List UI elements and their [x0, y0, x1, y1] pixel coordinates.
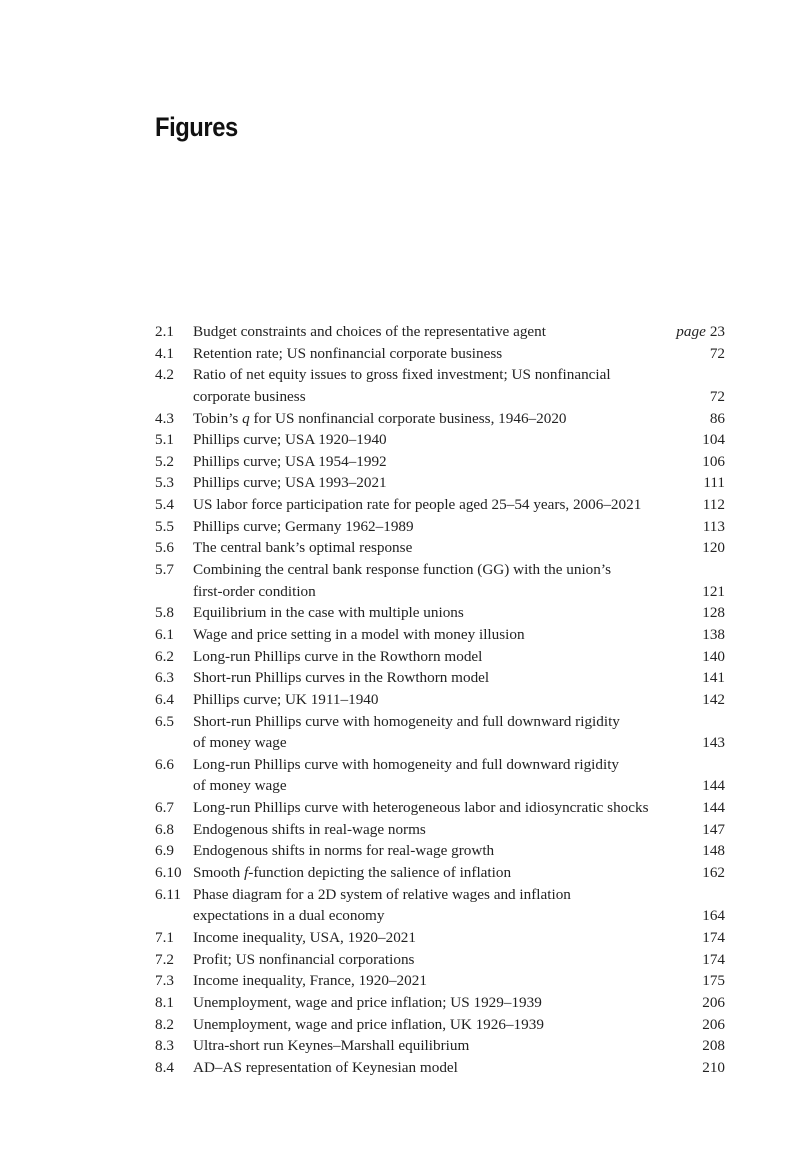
- figure-entry-line: [155, 1035, 725, 1057]
- figure-entry-line: [155, 343, 725, 365]
- figure-entry: [155, 451, 725, 473]
- figure-title: Long-run Phillips curve with heterogeneous labor and idiosyncratic shocks: [193, 799, 649, 817]
- page-value: 141: [702, 669, 725, 687]
- figure-entry: [155, 949, 725, 971]
- page-value: 138: [702, 625, 725, 643]
- figure-entry: [155, 602, 725, 624]
- page-value: 113: [702, 517, 725, 535]
- figure-entry: [155, 884, 725, 927]
- figure-entry: [155, 1035, 725, 1057]
- figure-page-number: [676, 321, 725, 343]
- figure-page-number: [702, 1057, 725, 1079]
- figure-title: Ratio of net equity issues to gross fixed investment; US nonfinancial: [193, 366, 611, 384]
- figure-number: 6.5: [155, 712, 174, 730]
- figure-page-number: [702, 862, 725, 884]
- figure-number: 7.2: [155, 950, 174, 968]
- figure-entry-line: [155, 819, 725, 841]
- page-value: 142: [702, 690, 725, 708]
- figure-page-number: [703, 472, 725, 494]
- figure-entry: [155, 754, 725, 797]
- figure-entry-line: [155, 711, 725, 733]
- page-value: 128: [702, 604, 725, 622]
- figure-entry-line: [155, 797, 725, 819]
- figure-number: 5.6: [155, 539, 174, 557]
- figure-number: 6.4: [155, 690, 174, 708]
- page-value: 111: [703, 474, 725, 492]
- figure-title: first-order condition: [193, 582, 316, 600]
- page-value: 174: [702, 950, 725, 968]
- page-value: 164: [702, 907, 725, 925]
- figure-entry-line: [155, 602, 725, 624]
- figure-entry-line: [155, 732, 725, 754]
- figure-entry: [155, 343, 725, 365]
- figure-entry-line: [155, 559, 725, 581]
- figure-entry-line: [155, 516, 725, 538]
- figure-title: Combining the central bank response function (GG) with the union’s: [193, 561, 611, 579]
- figure-entry-line: [155, 667, 725, 689]
- page-value: 120: [702, 539, 725, 557]
- figure-title: Equilibrium in the case with multiple unions: [193, 604, 464, 622]
- figure-entry-line: [155, 386, 725, 408]
- page-value: 148: [702, 842, 725, 860]
- figure-entry-line: [155, 321, 725, 343]
- figure-title: Endogenous shifts in real-wage norms: [193, 820, 426, 838]
- page-value: 104: [702, 431, 725, 449]
- figure-page-number: [702, 1035, 725, 1057]
- figure-title: Phillips curve; USA 1920–1940: [193, 431, 387, 449]
- figure-number: 2.1: [155, 323, 174, 340]
- figure-title: corporate business: [193, 387, 306, 405]
- figure-number: 6.1: [155, 625, 174, 643]
- figure-title: Unemployment, wage and price inflation; US 1929–1939: [193, 993, 542, 1011]
- figure-number: 7.3: [155, 972, 174, 990]
- figure-entry-line: [155, 992, 725, 1014]
- figure-entry: [155, 321, 725, 343]
- figure-entry: [155, 472, 725, 494]
- figure-number: 5.7: [155, 561, 174, 579]
- figure-entry-line: [155, 754, 725, 776]
- figure-number: 5.3: [155, 474, 174, 492]
- figure-title: Wage and price setting in a model with money illusion: [193, 625, 525, 643]
- page-value: 174: [702, 928, 725, 946]
- page-value: 106: [702, 452, 725, 470]
- figure-entry-line: [155, 408, 725, 430]
- page-value: 210: [702, 1058, 725, 1076]
- figure-page-number: [702, 646, 725, 668]
- figure-page-number: [702, 581, 725, 603]
- figure-entry: [155, 667, 725, 689]
- figure-page-number: [702, 970, 725, 992]
- figure-title: The central bank’s optimal response: [193, 539, 413, 557]
- figure-number: 5.8: [155, 604, 174, 622]
- figure-number: 6.10: [155, 864, 182, 882]
- figure-title: Phillips curve; USA 1993–2021: [193, 474, 387, 492]
- figure-entry: [155, 711, 725, 754]
- figure-number: 4.3: [155, 409, 174, 427]
- page-value: 144: [702, 777, 725, 795]
- figure-title: US labor force participation rate for people aged 25–54 years, 2006–2021: [193, 496, 642, 514]
- figure-entry: [155, 819, 725, 841]
- figure-page-number: [702, 667, 725, 689]
- list-of-figures: [155, 321, 725, 1078]
- figure-title: Phillips curve; UK 1911–1940: [193, 690, 379, 708]
- figure-number: 6.7: [155, 799, 174, 817]
- figure-entry: [155, 364, 725, 407]
- figure-entry: [155, 559, 725, 602]
- figure-page-number: [703, 494, 725, 516]
- page-prefix: page: [676, 323, 706, 340]
- figure-entry-line: [155, 970, 725, 992]
- figure-title: Unemployment, wage and price inflation, UK 1926–1939: [193, 1015, 544, 1033]
- figure-title: Long-run Phillips curve with homogeneity and full downward rigidity: [193, 755, 620, 773]
- figure-title: Tobin’s q for US nonfinancial corporate business, 1946–2020: [193, 409, 567, 427]
- figure-entry-line: [155, 494, 725, 516]
- figure-page-number: [702, 927, 725, 949]
- page-value: 206: [702, 993, 725, 1011]
- page-heading: Figures: [155, 112, 238, 142]
- figure-entry: [155, 494, 725, 516]
- page-value: 175: [702, 972, 725, 990]
- figure-number: 6.6: [155, 755, 174, 773]
- figure-page-number: [702, 905, 725, 927]
- page-value: 112: [702, 496, 725, 514]
- figure-entry: [155, 862, 725, 884]
- figure-title: Phase diagram for a 2D system of relative wages and inflation: [193, 885, 571, 903]
- page-value: 72: [709, 344, 725, 362]
- figure-entry: [155, 797, 725, 819]
- figure-number: 4.2: [155, 366, 174, 384]
- figure-entry-line: [155, 840, 725, 862]
- figure-title: of money wage: [193, 734, 287, 752]
- figure-entry: [155, 992, 725, 1014]
- figure-entry-line: [155, 775, 725, 797]
- figure-page-number: [702, 602, 725, 624]
- figure-number: 5.2: [155, 452, 174, 470]
- figure-entry-line: [155, 646, 725, 668]
- figure-entry-line: [155, 429, 725, 451]
- figure-title: AD–AS representation of Keynesian model: [193, 1058, 458, 1076]
- figure-page-number: [710, 408, 725, 430]
- figure-page-number: [702, 992, 725, 1014]
- figure-page-number: [702, 624, 725, 646]
- figure-title: Budget constraints and choices of the representative agent: [193, 323, 546, 340]
- figure-number: 6.11: [155, 885, 182, 903]
- figure-page-number: [710, 343, 725, 365]
- figure-title: Short-run Phillips curve with homogeneity and full downward rigidity: [193, 712, 620, 730]
- figure-entry: [155, 689, 725, 711]
- figure-entry-line: [155, 364, 725, 386]
- page-value: 23: [709, 323, 725, 340]
- figure-page-number: [710, 386, 725, 408]
- figure-entry: [155, 624, 725, 646]
- figure-page-number: [702, 797, 725, 819]
- figure-page-number: [702, 732, 725, 754]
- figure-number: 8.1: [155, 993, 174, 1011]
- figure-page-number: [702, 537, 725, 559]
- page-value: 86: [709, 409, 725, 427]
- figure-page-number: [702, 949, 725, 971]
- figure-page-number: [702, 775, 725, 797]
- figure-page-number: [702, 1014, 725, 1036]
- figure-title: Phillips curve; USA 1954–1992: [193, 452, 387, 470]
- figure-number: 8.4: [155, 1058, 174, 1076]
- page-value: 140: [702, 647, 725, 665]
- figure-title: Retention rate; US nonfinancial corporate business: [193, 344, 503, 362]
- page-value: 121: [702, 582, 725, 600]
- figure-entry: [155, 646, 725, 668]
- figure-entry: [155, 970, 725, 992]
- figure-title: Phillips curve; Germany 1962–1989: [193, 517, 414, 535]
- figure-title: Endogenous shifts in norms for real-wage growth: [193, 842, 495, 860]
- figure-number: 5.1: [155, 431, 174, 449]
- figure-title: Smooth f-function depicting the salience of inflation: [193, 864, 512, 882]
- figure-page-number: [702, 429, 725, 451]
- figure-entry: [155, 840, 725, 862]
- figure-entry-line: [155, 1014, 725, 1036]
- figure-entry-line: [155, 927, 725, 949]
- figure-entry-line: [155, 862, 725, 884]
- figure-entry-line: [155, 1057, 725, 1079]
- figure-number: 6.3: [155, 669, 174, 687]
- figure-entry: [155, 429, 725, 451]
- page-value: 143: [702, 734, 725, 752]
- figure-title: expectations in a dual economy: [193, 907, 385, 925]
- page-value: 147: [702, 820, 725, 838]
- figure-entry: [155, 1014, 725, 1036]
- page-value: 208: [702, 1037, 725, 1055]
- figure-entry: [155, 408, 725, 430]
- figure-entry-line: [155, 949, 725, 971]
- figure-title: Ultra-short run Keynes–Marshall equilibrium: [193, 1037, 470, 1055]
- figure-title: Short-run Phillips curves in the Rowthorn model: [193, 669, 490, 687]
- figure-number: 6.9: [155, 842, 174, 860]
- figure-entry-line: [155, 905, 725, 927]
- figure-page-number: [702, 840, 725, 862]
- figure-number: 8.3: [155, 1037, 174, 1055]
- page-value: 162: [702, 864, 725, 882]
- figure-entry-line: [155, 537, 725, 559]
- figure-page-number: [702, 689, 725, 711]
- figure-number: 6.2: [155, 647, 174, 665]
- figure-title: of money wage: [193, 777, 287, 795]
- figure-page-number: [702, 451, 725, 473]
- figure-entry-line: [155, 884, 725, 906]
- figure-title: Income inequality, USA, 1920–2021: [193, 928, 416, 946]
- page-value: 72: [709, 387, 725, 405]
- figure-entry-line: [155, 581, 725, 603]
- figure-number: 8.2: [155, 1015, 174, 1033]
- figure-entry-line: [155, 689, 725, 711]
- figure-entry: [155, 927, 725, 949]
- figure-page-number: [702, 819, 725, 841]
- page-value: 206: [702, 1015, 725, 1033]
- figure-entry: [155, 537, 725, 559]
- figure-number: 5.5: [155, 517, 174, 535]
- figure-entry-line: [155, 451, 725, 473]
- figure-entry: [155, 1057, 725, 1079]
- page-value: 144: [702, 799, 725, 817]
- figure-title: Income inequality, France, 1920–2021: [193, 972, 427, 990]
- figure-number: 4.1: [155, 344, 174, 362]
- figure-entry-line: [155, 624, 725, 646]
- figure-entry: [155, 516, 725, 538]
- figure-number: 6.8: [155, 820, 174, 838]
- figure-entry-line: [155, 472, 725, 494]
- figure-page-number: [703, 516, 725, 538]
- figure-number: 5.4: [155, 496, 174, 514]
- figure-title: Long-run Phillips curve in the Rowthorn model: [193, 647, 483, 665]
- figure-title: Profit; US nonfinancial corporations: [193, 950, 415, 968]
- figure-number: 7.1: [155, 928, 174, 946]
